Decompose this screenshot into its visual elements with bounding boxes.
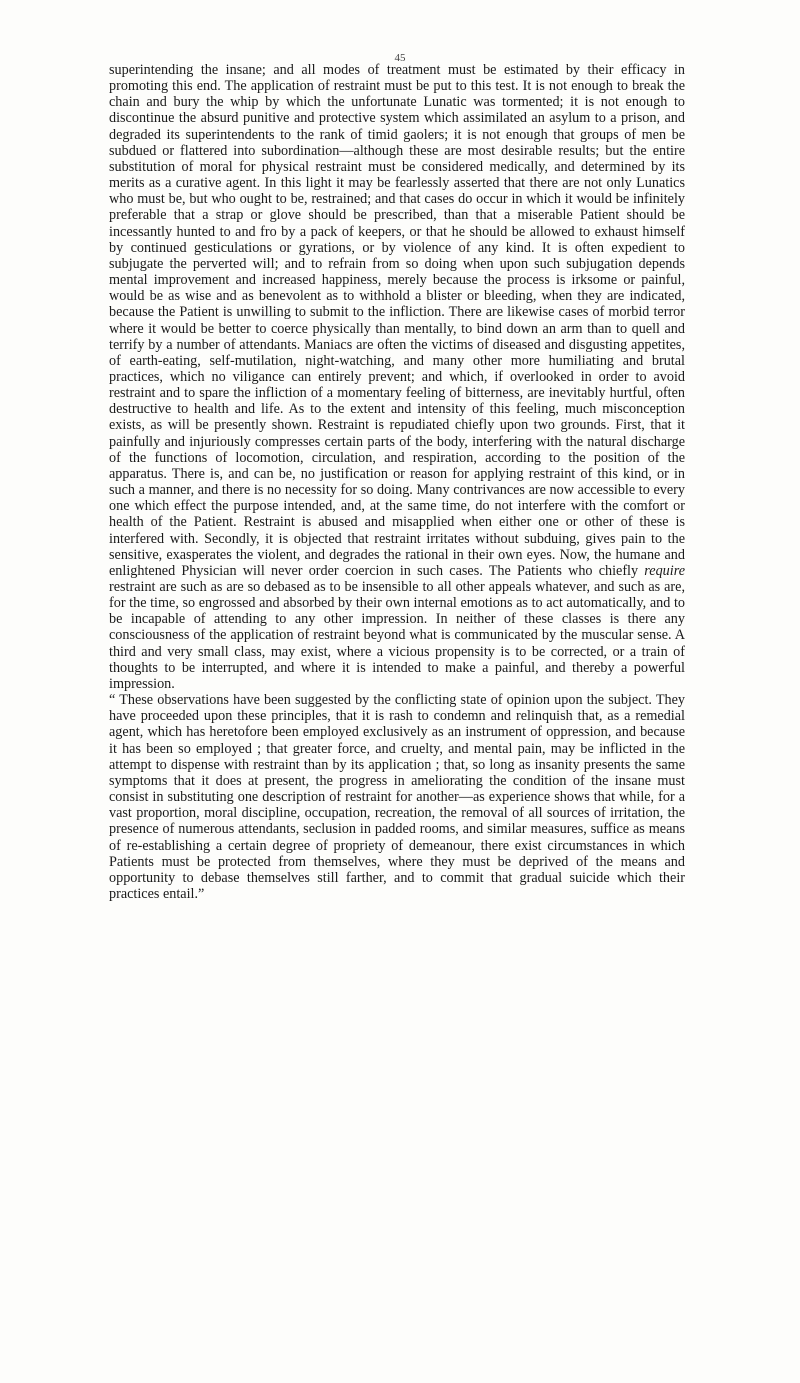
paragraph-text-part: restraint are such as are so debased as to be insensible to all other appeals whatever, and such as are, for the time, so engrossed and absorbed by their own internal emotions as to act automatically, and to be incapable of attending to any other impression. In neither of these classes is there any consciousness of the application of restraint beyond what is communicated by the muscular sense. A third and very small class, may exist, where a vicious propensity is to be corrected, or a train of thoughts to be interrupted, and where it is intended to make a painful, and thereby a powerful impression. — [109, 579, 685, 692]
page-number: 45 — [394, 52, 406, 64]
body-text — [109, 62, 685, 902]
italic-word: require — [644, 562, 685, 579]
paragraph-text-part: superintending the insane; and all modes of treatment must be estimated by their efficacy in promoting this end. The application of restraint must be put to this test. It is not enough to break the chain and bury the whip by which the unfortunate Lunatic was tormented; it is not enough to discontinue the absurd punitive and protective system which assimilated an asylum to a prison, and degraded its superintendents to the rank of timid gaolers; it is not enough that groups of men be subdued or flattered into subordination—although these are most desirable results; but the entire substitution of moral for physical restraint must be considered medically, and determined by its merits as a curative agent. In this light it may be fearlessly asserted that there are not only Lunatics who must be, but who ought to be, restrained; and that cases do occur in which it would be infinitely preferable that a strap or glove should be prescribed, than that a miserable Patient should be incessantly hunted to and fro by a pack of keepers, or that he should be allowed to exhaust himself by continued gesticulations or gyrations, or by violence of any kind. It is often expedient to subjugate the perverted will; and to refrain from so doing when upon such subjugation depends mental improvement and increased happiness, merely because the process is irksome or painful, would be as wise and as benevolent as to withhold a blister or bleeding, when they are indicated, because the Patient is unwilling to submit to the infliction. There are likewise cases of morbid terror where it would be better to coerce physically than mentally, to bind down an arm than to quell and terrify by a number of attendants. Maniacs are often the victims of diseased and disgusting appetites, of earth-eating, self-mutilation, night-watching, and many other more humiliating and brutal practices, which no viligance can entirely prevent; and which, if overlooked in order to avoid restraint and to spare the infliction of a momentary feeling of bitterness, are inevitably hurtful, often destructive to health and life. As to the extent and intensity of this feeling, much misconception exists, as will be presently shown. Restraint is repudiated chiefly upon two grounds. First, that it painfully and injuriously compresses certain parts of the body, interfering with the natural discharge of the functions of locomotion, circulation, and respiration, according to the position of the apparatus. There is, and can be, no justification or reason for applying restraint of this kind, or in such a manner, and there is no necessity for so doing. Many contrivances are now accessible to every one which effect the purpose intended, and, at the same time, do not interfere with the comfort or health of the Patient. Restraint is abused and misapplied when either one or other of these is interfered with. Secondly, it is objected that restraint irritates without subduing, gives pain to the sensitive, exasperates the violent, and degrades the rational in their own eyes. Now, the humane and enlightened Physician will never order coercion in such cases. The Patients who chiefly — [109, 62, 685, 579]
paragraph-restraint-treatment — [109, 62, 685, 692]
paragraph-observations-quote: “ These observations have been suggested by the conflicting state of opinion upon the subject. They have proceeded upon these principles, that it is rash to condemn and relinquish that, as a remedial agent, which has heretofore been employed exclusively as an instrument of oppression, and because it has been so employed ; that greater force, and cruelty, and mental pain, may be inflicted in the attempt to dispense with restraint than by its application ; that, so long as insanity presents the same symptoms that it does at present, the progress in ameliorating the condition of the insane must consist in substituting one description of restraint for another—as experience shows that while, for a vast proportion, moral discipline, occupation, recreation, the removal of all sources of irritation, the presence of numerous attendants, seclusion in padded rooms, and similar measures, suffice as means of re-establishing a certain degree of propriety of demeanour, there exist circumstances in which Patients must be protected from themselves, where they must be deprived of the means and opportunity to debase themselves still farther, and to commit that gradual suicide which their practices entail.” — [109, 692, 685, 902]
